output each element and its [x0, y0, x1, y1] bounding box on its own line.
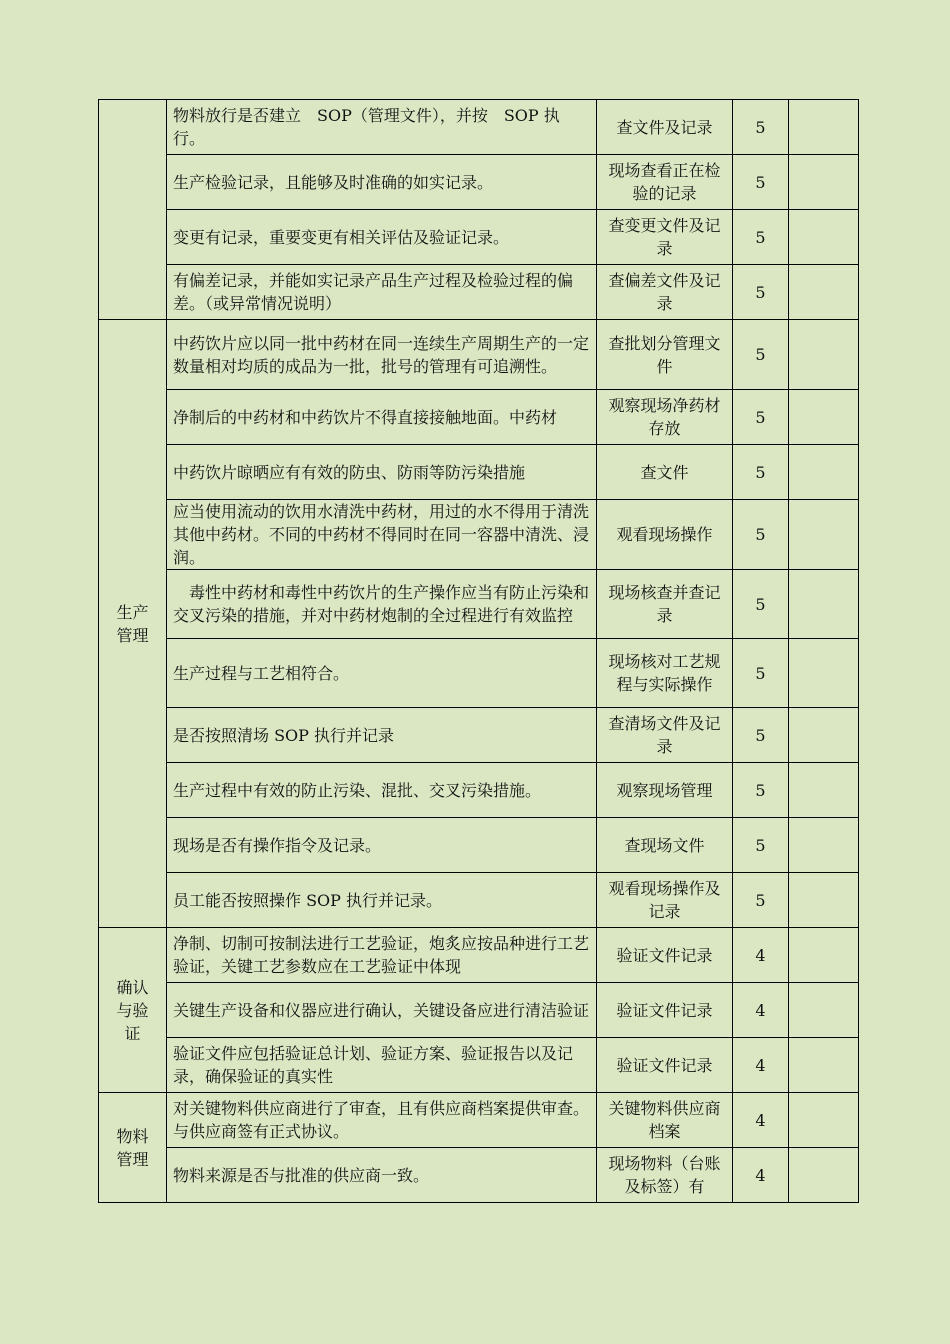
- check-method: 观察现场管理: [597, 763, 733, 818]
- result-cell: [789, 983, 859, 1038]
- score: 5: [733, 320, 789, 390]
- score: 5: [733, 500, 789, 570]
- result-cell: [789, 708, 859, 763]
- check-method: 验证文件记录: [597, 983, 733, 1038]
- check-item: 物料来源是否与批准的供应商一致。: [167, 1148, 597, 1203]
- table-row: [99, 1038, 859, 1093]
- table-row: [99, 763, 859, 818]
- check-method: 验证文件记录: [597, 1038, 733, 1093]
- check-item: 现场是否有操作指令及记录。: [167, 818, 597, 873]
- check-item: 生产过程中有效的防止污染、混批、交叉污染措施。: [167, 763, 597, 818]
- result-cell: [789, 570, 859, 639]
- check-method: 查现场文件: [597, 818, 733, 873]
- check-method: 现场查看正在检验的记录: [597, 155, 733, 210]
- result-cell: [789, 928, 859, 983]
- score: 5: [733, 445, 789, 500]
- result-cell: [789, 210, 859, 265]
- result-cell: [789, 500, 859, 570]
- result-cell: [789, 320, 859, 390]
- check-item: 净制、切制可按制法进行工艺验证，炮炙应按品种进行工艺验证，关键工艺参数应在工艺验证中体现: [167, 928, 597, 983]
- table-row: [99, 818, 859, 873]
- score: 5: [733, 873, 789, 928]
- result-cell: [789, 873, 859, 928]
- result-cell: [789, 390, 859, 445]
- score: 5: [733, 155, 789, 210]
- category-cell: [99, 928, 167, 1093]
- check-item: 物料放行是否建立 SOP（管理文件），并按 SOP 执行。: [167, 100, 597, 155]
- score: 5: [733, 265, 789, 320]
- score: 5: [733, 708, 789, 763]
- score: 5: [733, 763, 789, 818]
- score: 4: [733, 983, 789, 1038]
- check-method: 现场物料（台账及标签）有: [597, 1148, 733, 1203]
- check-item: 关键生产设备和仪器应进行确认，关键设备应进行清洁验证: [167, 983, 597, 1038]
- result-cell: [789, 1093, 859, 1148]
- check-item: 净制后的中药材和中药饮片不得直接接触地面。中药材: [167, 390, 597, 445]
- category-cell: [99, 100, 167, 320]
- table-row: [99, 210, 859, 265]
- table-row: [99, 1148, 859, 1203]
- check-item: 生产检验记录，且能够及时准确的如实记录。: [167, 155, 597, 210]
- table-row: [99, 265, 859, 320]
- table-row: [99, 873, 859, 928]
- table-row: [99, 100, 859, 155]
- table-row: [99, 983, 859, 1038]
- score: 5: [733, 210, 789, 265]
- category-label: 确认与验证: [116, 977, 149, 1043]
- score: 5: [733, 390, 789, 445]
- category-cell: [99, 320, 167, 928]
- result-cell: [789, 1148, 859, 1203]
- check-item: 员工能否按照操作 SOP 执行并记录。: [167, 873, 597, 928]
- check-item: 对关键物料供应商进行了审查，且有供应商档案提供审查。与供应商签有正式协议。: [167, 1093, 597, 1148]
- category-label: 生产管理: [116, 602, 149, 645]
- check-method: 查清场文件及记录: [597, 708, 733, 763]
- table-row: [99, 445, 859, 500]
- category-label: 物料管理: [116, 1126, 149, 1169]
- score: 4: [733, 1093, 789, 1148]
- check-item: 中药饮片晾晒应有有效的防虫、防雨等防污染措施: [167, 445, 597, 500]
- table-row: [99, 708, 859, 763]
- check-item: 中药饮片应以同一批中药材在同一连续生产周期生产的一定数量相对均质的成品为一批，批号的管理有可追溯性。: [167, 320, 597, 390]
- check-method: 查批划分管理文件: [597, 320, 733, 390]
- score: 5: [733, 818, 789, 873]
- check-method: 现场核对工艺规程与实际操作: [597, 639, 733, 708]
- check-method: 查文件: [597, 445, 733, 500]
- result-cell: [789, 445, 859, 500]
- check-item: 验证文件应包括验证总计划、验证方案、验证报告以及记录，确保验证的真实性: [167, 1038, 597, 1093]
- check-item: 应当使用流动的饮用水清洗中药材，用过的水不得用于清洗其他中药材。不同的中药材不得同时在同一容器中清洗、浸润。: [167, 500, 597, 570]
- score: 4: [733, 1148, 789, 1203]
- result-cell: [789, 763, 859, 818]
- check-item: 生产过程与工艺相符合。: [167, 639, 597, 708]
- check-method: 查文件及记录: [597, 100, 733, 155]
- check-method: 观察现场净药材存放: [597, 390, 733, 445]
- table-row: [99, 1093, 859, 1148]
- check-method: 现场核查并查记录: [597, 570, 733, 639]
- check-method: 查偏差文件及记录: [597, 265, 733, 320]
- table-row: [99, 390, 859, 445]
- check-item: 有偏差记录，并能如实记录产品生产过程及检验过程的偏差。（或异常情况说明）: [167, 265, 597, 320]
- table-row: [99, 570, 859, 639]
- result-cell: [789, 639, 859, 708]
- score: 4: [733, 928, 789, 983]
- check-item: 是否按照清场 SOP 执行并记录: [167, 708, 597, 763]
- result-cell: [789, 155, 859, 210]
- table-row: [99, 500, 859, 570]
- result-cell: [789, 265, 859, 320]
- category-cell: [99, 1093, 167, 1203]
- result-cell: [789, 818, 859, 873]
- inspection-checklist-table: [98, 99, 859, 1203]
- check-method: 观看现场操作: [597, 500, 733, 570]
- check-item: 变更有记录，重要变更有相关评估及验证记录。: [167, 210, 597, 265]
- result-cell: [789, 1038, 859, 1093]
- check-method: 观看现场操作及记录: [597, 873, 733, 928]
- check-method: 验证文件记录: [597, 928, 733, 983]
- table-row: [99, 928, 859, 983]
- score: 5: [733, 570, 789, 639]
- score: 5: [733, 639, 789, 708]
- check-item: 毒性中药材和毒性中药饮片的生产操作应当有防止污染和交叉污染的措施，并对中药材炮制的全过程进行有效监控: [167, 570, 597, 639]
- check-method: 查变更文件及记录: [597, 210, 733, 265]
- table-row: [99, 639, 859, 708]
- score: 5: [733, 100, 789, 155]
- result-cell: [789, 100, 859, 155]
- table-row: [99, 155, 859, 210]
- table-row: [99, 320, 859, 390]
- score: 4: [733, 1038, 789, 1093]
- check-method: 关键物料供应商档案: [597, 1093, 733, 1148]
